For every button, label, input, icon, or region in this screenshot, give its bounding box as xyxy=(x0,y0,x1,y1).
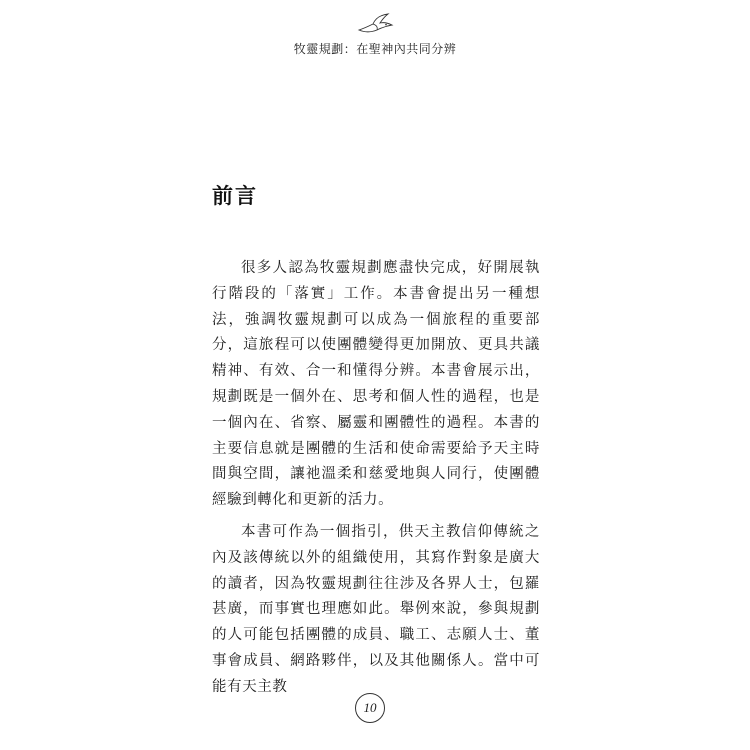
paragraph: 本書可作為一個指引，供天主教信仰傳統之內及該傳統以外的組織使用，其寫作對象是廣大的讀者，因為牧靈規劃往往涉及各界人士，包羅甚廣，而事實也理應如此。舉例來說，參與規劃的人可能包括團體的成員、職工、志願人士、董事會成員、網路夥伴，以及其他關係人。當中可能有天主教 xyxy=(212,523,540,695)
page-number: 10 xyxy=(363,700,377,715)
paragraph: 很多人認為牧靈規劃應盡快完成，好開展執行階段的「落實」工作。本書會提出另一種想法，強調牧靈規劃可以成為一個旅程的重要部分，這旅程可以使團體變得更加開放、更具共議精神、有效、合一和懂得分辨。本書會展示出，規劃既是一個外在、思考和個人性的過程，也是一個內在、省察、屬靈和團體性的過程。本書的主要信息就是團體的生活和使命需要給予天主時間與空間，讓祂溫柔和慈愛地與人同行，使團體經驗到轉化和更新的活力。 xyxy=(212,260,540,509)
page-number-badge xyxy=(355,693,385,723)
section-title: 前言 xyxy=(212,184,258,208)
dove-icon xyxy=(355,12,395,38)
body-text xyxy=(212,256,540,701)
running-header-title: 牧靈規劃：在聖神內共同分辨 xyxy=(293,42,457,56)
